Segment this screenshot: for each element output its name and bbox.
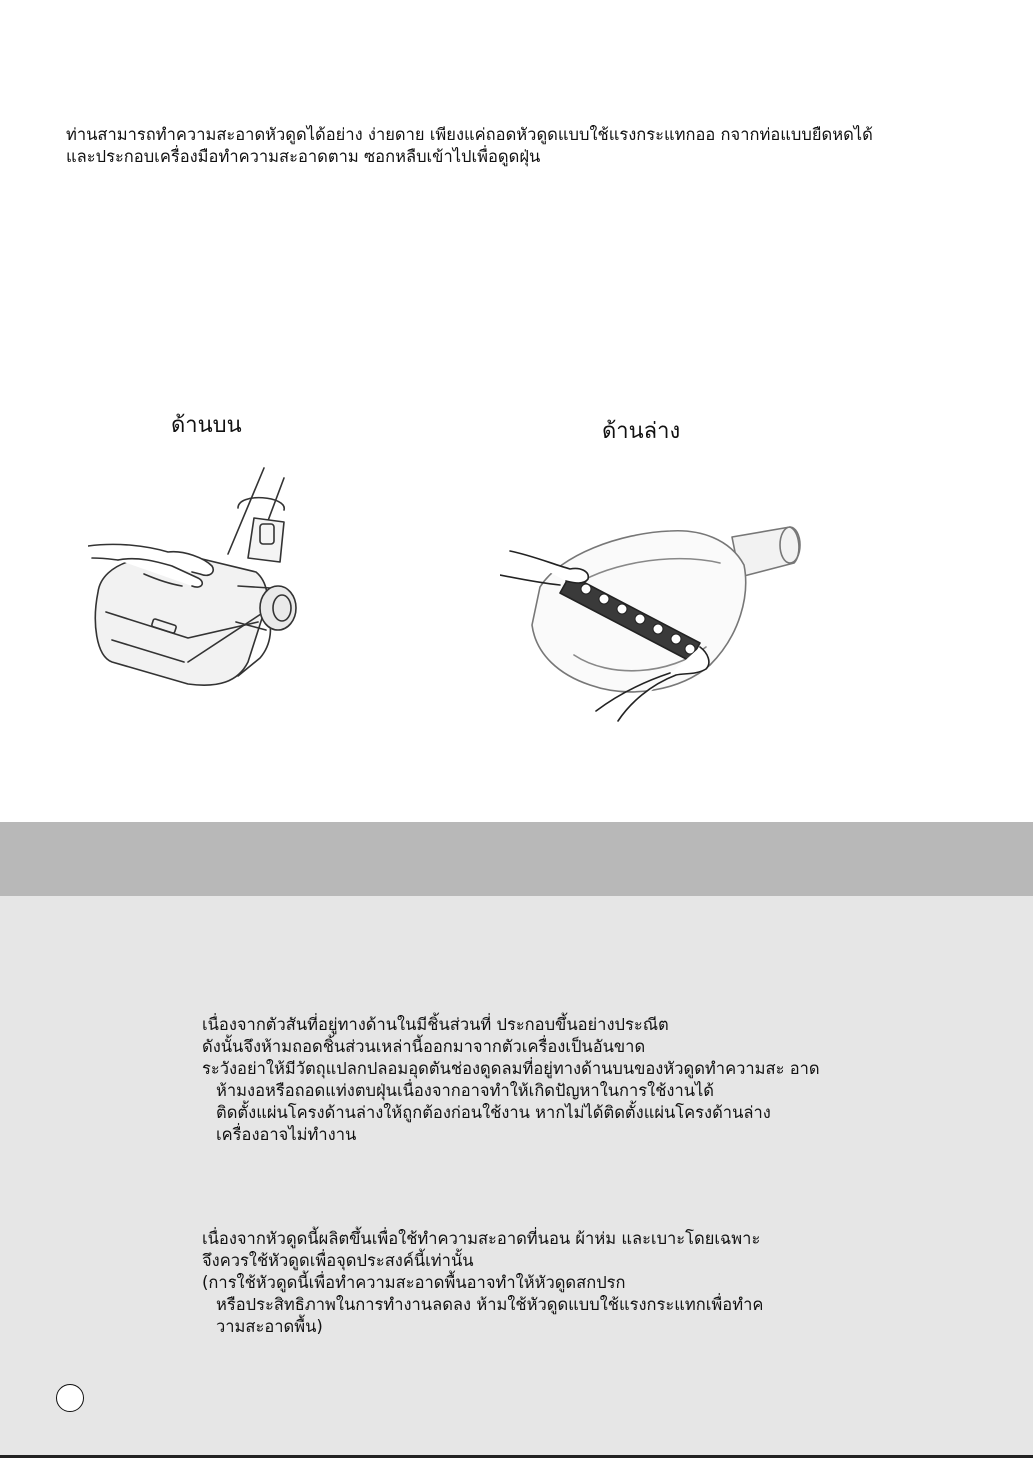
note-line: (การใช้หัวดูดนี้เพื่อทำความสะอาดพื้นอาจทำให้หัวดูดสกปรก xyxy=(202,1273,626,1292)
caution-notes-block xyxy=(202,1014,902,1146)
intro-line-2: และประกอบเครื่องมือทำความสะอาดตาม ซอกหลืบเข้าไปเพื่อดูดฝุ่น xyxy=(66,147,541,166)
intro-line-1: ท่านสามารถทำความสะอาดหัวดูดได้อย่าง ง่ายดาย เพียงแค่ถอดหัวดูดแบบใช้แรงกระแทกออ กจากท่อแบบยืดหดได้ xyxy=(66,125,873,144)
page-number-circle xyxy=(56,1384,84,1412)
note-line: ติดตั้งแผ่นโครงด้านล่างให้ถูกต้องก่อนใช้งาน หากไม่ได้ติดตั้งแผ่นโครงด้านล่าง xyxy=(216,1103,771,1122)
note-line: ดังนั้นจึงห้ามถอดชิ้นส่วนเหล่านี้ออกมาจากตัวเครื่องเป็นอันขาด xyxy=(202,1037,646,1056)
bottom-view-label: ด้านล่าง xyxy=(602,419,681,444)
bottom-view-illustration xyxy=(500,515,810,725)
note-line: ห้ามงอหรือถอดแท่งตบฝุ่นเนื่องจากอาจทำให้เกิดปัญหาในการใช้งานได้ xyxy=(216,1081,715,1100)
note-line: เนื่องจากตัวสันที่อยู่ทางด้านในมีชิ้นส่วนที่ ประกอบขึ้นอย่างประณีต xyxy=(202,1015,669,1034)
note-line: ระวังอย่าให้มีวัตถุแปลกปลอมอุดตันช่องดูดลมที่อยู่ทางด้านบนของหัวดูดทำความสะ อาด xyxy=(202,1059,820,1078)
section-header-band xyxy=(0,822,1033,896)
intro-paragraph xyxy=(66,124,966,168)
usage-notes-block xyxy=(202,1228,902,1338)
note-line: เครื่องอาจไม่ทำงาน xyxy=(216,1125,357,1144)
notes-panel xyxy=(0,896,1033,1458)
note-line: จึงควรใช้หัวดูดเพื่อจุดประสงค์นี้เท่านั้น xyxy=(202,1251,474,1270)
top-view-label: ด้านบน xyxy=(171,413,242,438)
note-line: หรือประสิทธิภาพในการทำงานลดลง ห้ามใช้หัวดูดแบบใช้แรงกระแทกเพื่อทำค xyxy=(216,1295,764,1314)
note-line: เนื่องจากหัวดูดนี้ผลิตขึ้นเพื่อใช้ทำความสะอาดที่นอน ผ้าห่ม และเบาะโดยเฉพาะ xyxy=(202,1229,761,1248)
note-line: วามสะอาดพื้น) xyxy=(216,1317,323,1336)
top-view-illustration xyxy=(88,462,308,692)
